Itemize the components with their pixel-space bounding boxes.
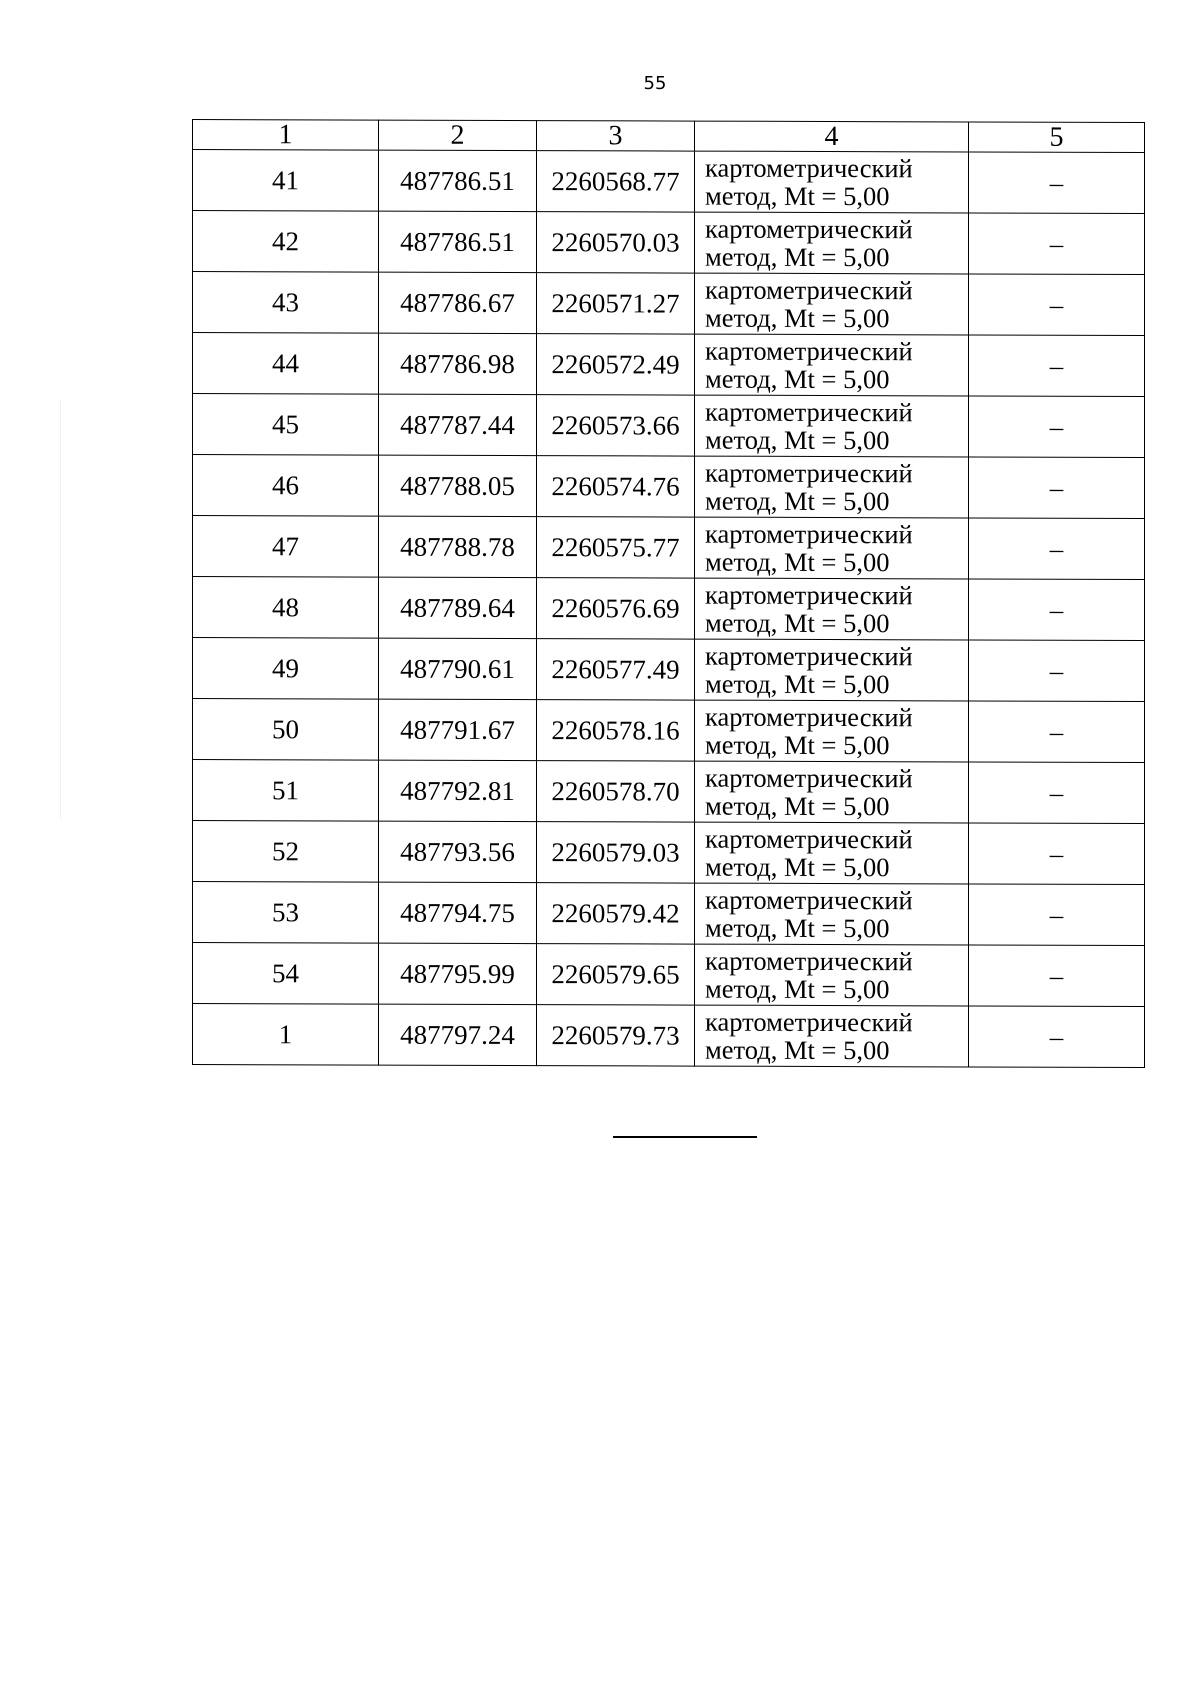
scan-margin-mark	[60, 400, 61, 820]
y-coordinate-cell: 2260573.66	[537, 395, 695, 456]
method-cell	[695, 151, 969, 213]
method-cell	[695, 822, 969, 884]
method-line-2: метод, Mt = 5,00	[705, 241, 890, 273]
note-cell: –	[969, 1006, 1145, 1068]
method-line-1: картометрический	[705, 884, 913, 916]
x-coordinate-cell: 487787.44	[379, 394, 537, 455]
method-line-1: картометрический	[705, 640, 913, 672]
table-row	[193, 211, 1145, 275]
note-cell: –	[969, 579, 1145, 641]
header-col-5: 5	[969, 122, 1145, 153]
y-coordinate-cell: 2260576.69	[537, 578, 695, 639]
method-line-1: картометрический	[705, 457, 913, 489]
method-cell	[695, 761, 969, 823]
header-col-4: 4	[695, 121, 969, 152]
method-line-1: картометрический	[705, 823, 913, 855]
method-cell	[695, 700, 969, 762]
page-number: 55	[643, 73, 667, 94]
table-row	[193, 455, 1145, 519]
method-line-2: метод, Mt = 5,00	[705, 546, 890, 578]
x-coordinate-cell: 487786.51	[379, 150, 537, 211]
header-col-2: 2	[379, 120, 537, 150]
x-coordinate-cell: 487789.64	[379, 577, 537, 638]
method-cell	[695, 334, 969, 396]
x-coordinate-cell: 487797.24	[379, 1004, 537, 1065]
x-coordinate-cell: 487790.61	[379, 638, 537, 699]
y-coordinate-cell: 2260578.16	[537, 700, 695, 761]
table-header-row	[193, 120, 1145, 153]
note-cell: –	[969, 884, 1145, 946]
point-number-cell: 44	[193, 333, 379, 395]
note-cell: –	[969, 701, 1145, 763]
method-line-1: картометрический	[705, 152, 913, 184]
y-coordinate-cell: 2260570.03	[537, 212, 695, 273]
method-line-2: метод, Mt = 5,00	[705, 668, 890, 700]
method-cell	[695, 1005, 969, 1067]
table-row	[193, 394, 1145, 458]
x-coordinate-cell: 487792.81	[379, 760, 537, 821]
note-cell: –	[969, 762, 1145, 824]
method-line-1: картометрический	[705, 213, 913, 245]
method-line-2: метод, Mt = 5,00	[705, 302, 890, 334]
point-number-cell: 54	[193, 943, 379, 1005]
method-line-2: метод, Mt = 5,00	[705, 851, 890, 883]
table-row	[193, 150, 1145, 214]
point-number-cell: 48	[193, 577, 379, 639]
method-line-1: картометрический	[705, 579, 913, 611]
method-line-1: картометрический	[705, 762, 913, 794]
note-cell: –	[969, 274, 1145, 336]
x-coordinate-cell: 487795.99	[379, 943, 537, 1004]
table-row	[193, 272, 1145, 336]
method-cell	[695, 578, 969, 640]
table-row	[193, 516, 1145, 580]
point-number-cell: 52	[193, 821, 379, 883]
table-row	[193, 638, 1145, 702]
method-cell	[695, 883, 969, 945]
point-number-cell: 45	[193, 394, 379, 456]
header-col-3: 3	[537, 121, 695, 151]
y-coordinate-cell: 2260568.77	[537, 151, 695, 212]
y-coordinate-cell: 2260574.76	[537, 456, 695, 517]
table-row	[193, 1004, 1145, 1068]
y-coordinate-cell: 2260579.03	[537, 822, 695, 883]
method-line-2: метод, Mt = 5,00	[705, 180, 890, 212]
point-number-cell: 51	[193, 760, 379, 822]
point-number-cell: 49	[193, 638, 379, 700]
method-line-2: метод, Mt = 5,00	[705, 912, 890, 944]
table-row	[193, 943, 1145, 1007]
x-coordinate-cell: 487793.56	[379, 821, 537, 882]
note-cell: –	[969, 640, 1145, 702]
y-coordinate-cell: 2260578.70	[537, 761, 695, 822]
point-number-cell: 46	[193, 455, 379, 517]
x-coordinate-cell: 487786.98	[379, 333, 537, 394]
method-line-2: метод, Mt = 5,00	[705, 607, 890, 639]
table-row	[193, 821, 1145, 885]
method-line-2: метод, Mt = 5,00	[705, 790, 890, 822]
method-cell	[695, 456, 969, 518]
method-line-2: метод, Mt = 5,00	[705, 485, 890, 517]
method-line-1: картометрический	[705, 274, 913, 306]
method-line-2: метод, Mt = 5,00	[705, 729, 890, 761]
point-number-cell: 42	[193, 211, 379, 273]
method-line-1: картометрический	[705, 945, 913, 977]
note-cell: –	[969, 213, 1145, 275]
note-cell: –	[969, 457, 1145, 519]
method-line-1: картометрический	[705, 1006, 913, 1038]
method-cell	[695, 395, 969, 457]
table-row	[193, 333, 1145, 397]
method-line-2: метод, Mt = 5,00	[705, 424, 890, 456]
x-coordinate-cell: 487788.05	[379, 455, 537, 516]
method-cell	[695, 517, 969, 579]
header-col-1: 1	[193, 120, 379, 151]
table-row	[193, 882, 1145, 946]
x-coordinate-cell: 487786.51	[379, 211, 537, 272]
method-line-2: метод, Mt = 5,00	[705, 363, 890, 395]
y-coordinate-cell: 2260577.49	[537, 639, 695, 700]
note-cell: –	[969, 518, 1145, 580]
point-number-cell: 53	[193, 882, 379, 944]
coordinates-table	[192, 119, 1145, 1068]
method-line-2: метод, Mt = 5,00	[705, 973, 890, 1005]
table-row	[193, 699, 1145, 763]
note-cell: –	[969, 335, 1145, 397]
y-coordinate-cell: 2260579.73	[537, 1005, 695, 1066]
table-body	[193, 150, 1145, 1068]
y-coordinate-cell: 2260575.77	[537, 517, 695, 578]
note-cell: –	[969, 823, 1145, 885]
point-number-cell: 1	[193, 1004, 379, 1066]
method-cell	[695, 273, 969, 335]
table-row	[193, 760, 1145, 824]
point-number-cell: 41	[193, 150, 379, 212]
note-cell: –	[969, 396, 1145, 458]
end-of-document-rule	[613, 1136, 757, 1138]
method-line-2: метод, Mt = 5,00	[705, 1034, 890, 1066]
note-cell: –	[969, 945, 1145, 1007]
note-cell: –	[969, 152, 1145, 214]
method-cell	[695, 212, 969, 274]
x-coordinate-cell: 487794.75	[379, 882, 537, 943]
y-coordinate-cell: 2260571.27	[537, 273, 695, 334]
method-cell	[695, 639, 969, 701]
table-row	[193, 577, 1145, 641]
y-coordinate-cell: 2260572.49	[537, 334, 695, 395]
point-number-cell: 47	[193, 516, 379, 578]
method-cell	[695, 944, 969, 1006]
y-coordinate-cell: 2260579.42	[537, 883, 695, 944]
x-coordinate-cell: 487788.78	[379, 516, 537, 577]
point-number-cell: 50	[193, 699, 379, 761]
x-coordinate-cell: 487791.67	[379, 699, 537, 760]
method-line-1: картометрический	[705, 701, 913, 733]
x-coordinate-cell: 487786.67	[379, 272, 537, 333]
method-line-1: картометрический	[705, 518, 913, 550]
y-coordinate-cell: 2260579.65	[537, 944, 695, 1005]
method-line-1: картометрический	[705, 335, 913, 367]
point-number-cell: 43	[193, 272, 379, 334]
method-line-1: картометрический	[705, 396, 913, 428]
